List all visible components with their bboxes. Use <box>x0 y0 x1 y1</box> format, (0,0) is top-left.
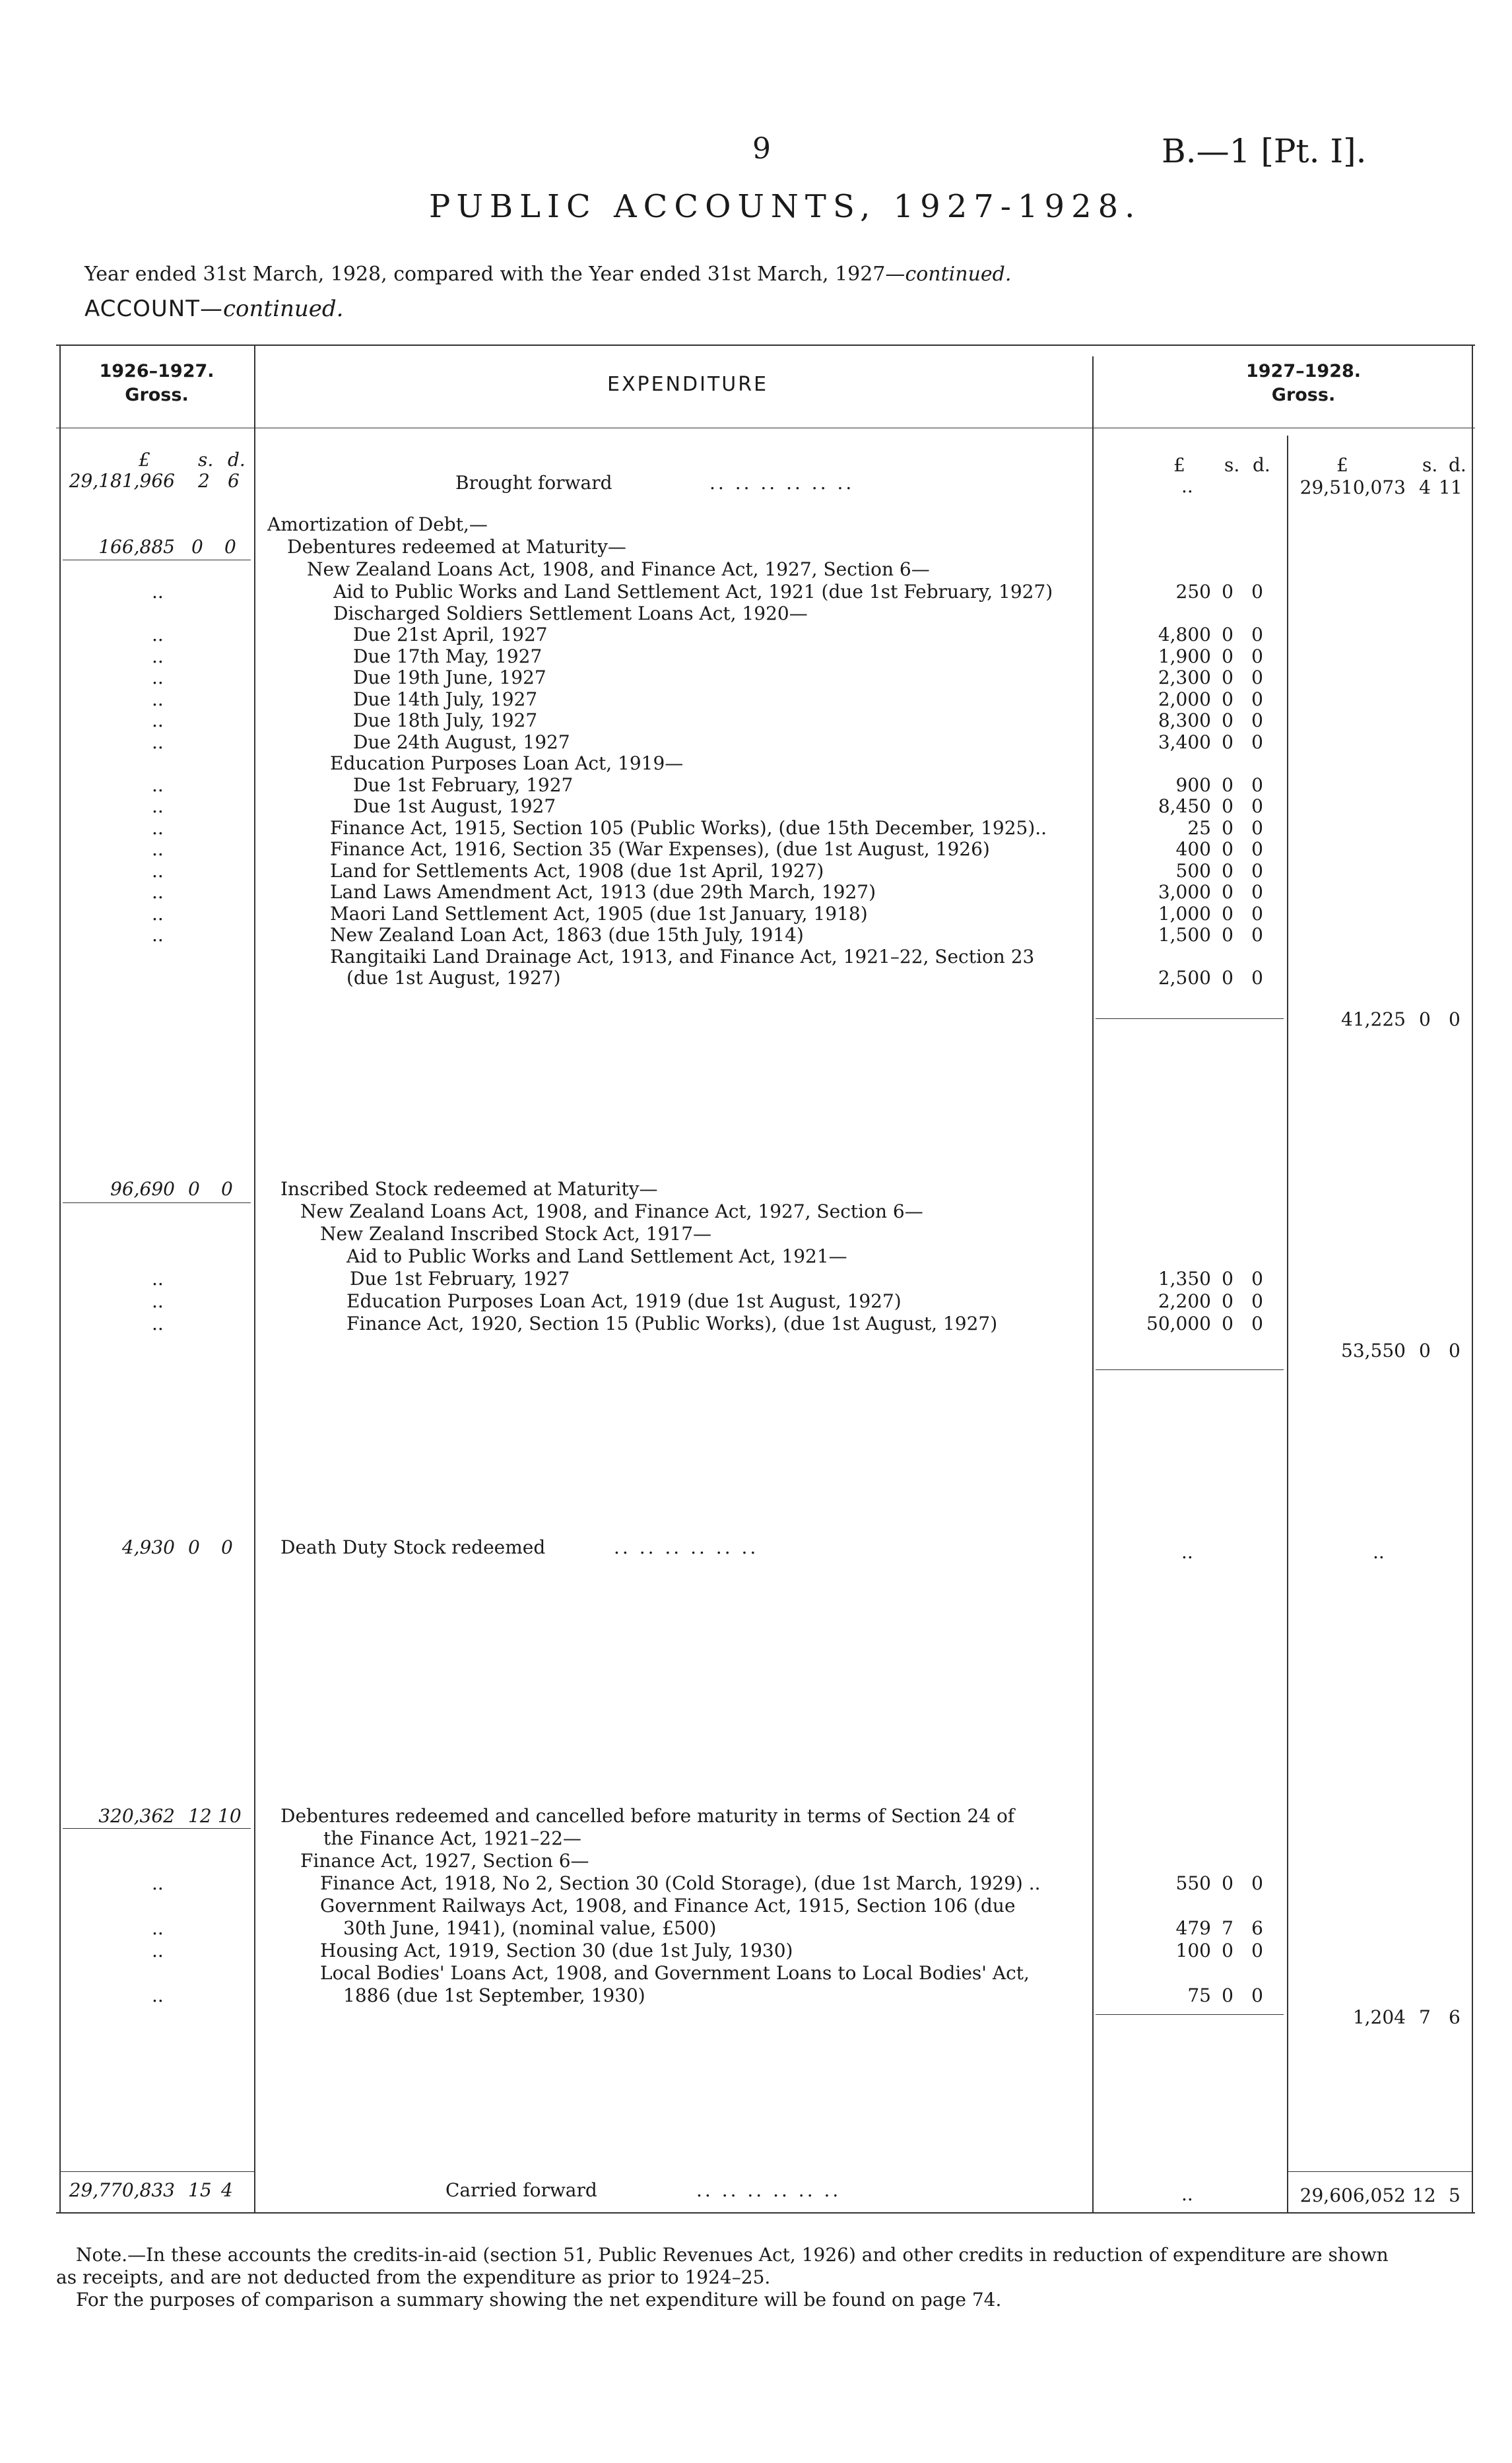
mid-shillings: 0 <box>1222 688 1233 710</box>
row-description: Finance Act, 1915, Section 105 (Public Works), (due 15th December, 1925).. <box>330 817 1047 839</box>
mid-shillings: 0 <box>1222 709 1233 731</box>
left-amount: .. <box>152 1290 164 1312</box>
left-shillings: 0 <box>191 536 203 558</box>
mid-pounds: 1,500 <box>1158 924 1211 946</box>
row-description: Finance Act, 1927, Section 6— <box>300 1850 589 1872</box>
mid-pounds: 1,350 <box>1158 1268 1211 1290</box>
row-description: Due 17th May, 1927 <box>353 645 542 667</box>
row-description: Death Duty Stock redeemed <box>280 1536 546 1558</box>
row-description: Finance Act, 1916, Section 35 (War Expenses), (due 1st August, 1926) <box>330 838 990 860</box>
mid-amount: .. <box>1181 475 1193 497</box>
left-amount: .. <box>152 1985 164 2006</box>
mid-shillings: 0 <box>1222 795 1233 817</box>
left-amount: .. <box>152 624 164 645</box>
row-description: Amortization of Debt,— <box>267 513 488 535</box>
mid-pounds: 3,400 <box>1158 731 1211 753</box>
table-left-border <box>59 345 61 2212</box>
left-shillings: 15 <box>188 2179 212 2201</box>
left-pence: 10 <box>218 1805 242 1827</box>
right-pound-unit: £ <box>1336 454 1348 476</box>
account-heading <box>84 296 343 322</box>
left-shillings: 0 <box>188 1536 200 1558</box>
row-description: Government Railways Act, 1908, and Finance Act, 1915, Section 106 (due <box>320 1895 1016 1917</box>
row-description: 1886 (due 1st September, 1930) <box>343 1985 645 2006</box>
left-pounds: 96,690 <box>110 1178 175 1200</box>
mid-pounds: 8,450 <box>1158 795 1211 817</box>
mid-shillings: 0 <box>1222 1268 1233 1290</box>
row-description: Land for Settlements Act, 1908 (due 1st April, 1927) <box>330 860 824 882</box>
page-number: 9 <box>752 132 771 166</box>
mid-pence: 0 <box>1251 731 1263 753</box>
left-amount: .. <box>152 881 164 903</box>
row-description: Education Purposes Loan Act, 1919— <box>330 752 684 774</box>
mid-pounds: 50,000 <box>1146 1313 1211 1334</box>
mid-pounds: 250 <box>1175 581 1211 603</box>
mid-shillings: 0 <box>1222 731 1233 753</box>
mid-pounds: 2,000 <box>1158 688 1211 710</box>
mid-pounds: 2,300 <box>1158 667 1211 688</box>
left-amount: .. <box>152 1313 164 1334</box>
left-pence: 0 <box>221 1178 233 1200</box>
mid-shillings: 0 <box>1222 903 1233 925</box>
row-description: Brought forward <box>455 472 612 494</box>
right-pence: 5 <box>1449 2184 1461 2206</box>
row-description: Due 19th June, 1927 <box>353 667 546 688</box>
right-pounds: 1,204 <box>1352 2006 1406 2028</box>
right-pence: 0 <box>1449 1340 1461 1362</box>
left-amount: .. <box>152 817 164 839</box>
mid-pence: 0 <box>1251 667 1263 688</box>
page-title: PUBLIC ACCOUNTS, 1927-1928. <box>429 188 1142 225</box>
mid-pence: 0 <box>1251 967 1263 989</box>
right-year: 1927–1928. <box>1245 361 1362 381</box>
mid-pounds: 4,800 <box>1158 624 1211 645</box>
left-amount: .. <box>152 1268 164 1290</box>
mid-pence: 0 <box>1251 709 1263 731</box>
right-column-divider <box>1287 436 1288 2212</box>
right-pounds: 41,225 <box>1341 1008 1406 1030</box>
table-right-border <box>1472 345 1473 2212</box>
left-subtotal-rule <box>63 1828 251 1829</box>
row-description: Finance Act, 1920, Section 15 (Public Works), (due 1st August, 1927) <box>346 1313 998 1334</box>
left-pounds: 29,181,966 <box>69 470 175 492</box>
left-shillings: 0 <box>188 1178 200 1200</box>
left-gross: Gross. <box>125 385 189 405</box>
table-top-rule <box>56 345 1475 346</box>
mid-shillings: 0 <box>1222 1290 1233 1312</box>
mid-shilling-unit: s. <box>1224 454 1240 476</box>
mid-pence: 0 <box>1251 1940 1263 1961</box>
left-amount: .. <box>152 645 164 667</box>
row-description: Inscribed Stock redeemed at Maturity— <box>280 1178 658 1200</box>
left-amount: .. <box>152 1940 164 1961</box>
table-bottom-rule <box>56 2212 1475 2214</box>
account-text: ACCOUNT— <box>84 296 223 322</box>
row-description: Debentures redeemed at Maturity— <box>287 536 626 558</box>
right-pence: 11 <box>1439 476 1463 498</box>
mid-shillings: 0 <box>1222 581 1233 603</box>
right-pence: 0 <box>1449 1008 1461 1030</box>
left-pence: 0 <box>224 536 236 558</box>
mid-subtotal-rule <box>1096 2014 1284 2015</box>
left-amount: .. <box>152 860 164 882</box>
row-description: Due 18th July, 1927 <box>353 709 538 731</box>
mid-pence: 0 <box>1251 645 1263 667</box>
right-shillings: 0 <box>1419 1008 1431 1030</box>
mid-pence: 0 <box>1251 624 1263 645</box>
mid-pound-unit: £ <box>1173 454 1185 476</box>
account-continued: continued. <box>223 296 344 322</box>
left-pence: 0 <box>221 1536 233 1558</box>
row-description: New Zealand Loans Act, 1908, and Finance Act, 1927, Section 6— <box>300 1200 923 1222</box>
left-total-rule <box>59 2171 254 2172</box>
left-amount: .. <box>152 795 164 817</box>
mid-pence: 0 <box>1251 817 1263 839</box>
row-description: New Zealand Inscribed Stock Act, 1917— <box>320 1223 712 1245</box>
row-description: Aid to Public Works and Land Settlement Act, 1921— <box>346 1245 847 1267</box>
mid-pounds: 500 <box>1175 860 1211 882</box>
row-description: Rangitaiki Land Drainage Act, 1913, and Finance Act, 1921–22, Section 23 <box>330 946 1035 968</box>
mid-pounds: 1,000 <box>1158 903 1211 925</box>
right-shillings: 12 <box>1412 2184 1436 2206</box>
mid-pence-unit: d. <box>1253 454 1270 476</box>
row-description: Due 24th August, 1927 <box>353 731 570 753</box>
left-amount: .. <box>152 581 164 603</box>
mid-pence: 0 <box>1251 1872 1263 1894</box>
right-shillings: 4 <box>1419 476 1431 498</box>
row-description: Discharged Soldiers Settlement Loans Act, 1920— <box>333 603 808 624</box>
mid-pounds: 550 <box>1175 1872 1211 1894</box>
row-description: (due 1st August, 1927) <box>346 967 561 989</box>
right-shillings: 7 <box>1419 2006 1431 2028</box>
left-column-divider <box>254 345 255 2212</box>
mid-pence: 0 <box>1251 1268 1263 1290</box>
mid-shillings: 0 <box>1222 1985 1233 2006</box>
mid-shillings: 0 <box>1222 881 1233 903</box>
left-year-header <box>63 360 251 407</box>
left-shilling-unit: s. <box>198 449 214 471</box>
mid-pounds: 2,200 <box>1158 1290 1211 1312</box>
expenditure-header: EXPENDITURE <box>607 373 769 396</box>
mid-shillings: 0 <box>1222 667 1233 688</box>
row-description: Due 1st February, 1927 <box>353 774 574 796</box>
right-pounds: 29,510,073 <box>1299 476 1406 498</box>
mid-pence: 0 <box>1251 903 1263 925</box>
mid-pounds: 2,500 <box>1158 967 1211 989</box>
right-shillings: 0 <box>1419 1340 1431 1362</box>
mid-pence: 0 <box>1251 860 1263 882</box>
row-description: Due 21st April, 1927 <box>353 624 548 645</box>
left-shillings: 2 <box>198 470 210 492</box>
mid-amount: .. <box>1181 1541 1193 1563</box>
mid-subtotal-rule <box>1096 1369 1284 1370</box>
row-description: Education Purposes Loan Act, 1919 (due 1st August, 1927) <box>346 1290 902 1312</box>
mid-shillings: 7 <box>1222 1917 1233 1939</box>
mid-shillings: 0 <box>1222 838 1233 860</box>
mid-shillings: 0 <box>1222 924 1233 946</box>
row-description: Debentures redeemed and cancelled before maturity in terms of Section 24 of <box>280 1805 1015 1827</box>
row-description: Local Bodies' Loans Act, 1908, and Government Loans to Local Bodies' Act, <box>320 1962 1030 1984</box>
leader-dots: .. .. .. .. .. .. <box>696 2179 841 2201</box>
mid-shillings: 0 <box>1222 1313 1233 1334</box>
leader-dots: .. .. .. .. .. .. <box>614 1536 759 1558</box>
mid-shillings: 0 <box>1222 774 1233 796</box>
mid-pounds: 900 <box>1175 774 1211 796</box>
mid-shillings: 0 <box>1222 1940 1233 1961</box>
mid-amount: .. <box>1181 2183 1193 2205</box>
left-amount: .. <box>152 838 164 860</box>
row-description: Land Laws Amendment Act, 1913 (due 29th March, 1927) <box>330 881 876 903</box>
mid-pounds: 100 <box>1175 1940 1211 1961</box>
mid-pence: 0 <box>1251 581 1263 603</box>
mid-pence: 0 <box>1251 774 1263 796</box>
row-description: 30th June, 1941), (nominal value, £500) <box>343 1917 717 1939</box>
right-year-header <box>1188 360 1419 407</box>
mid-pence: 0 <box>1251 1985 1263 2006</box>
left-pounds: 4,930 <box>121 1536 175 1558</box>
footnote-line-3: For the purposes of comparison a summary showing the net expenditure will be found on page 74. <box>76 2289 1002 2311</box>
footnote-line-2: as receipts, and are not deducted from the expenditure as prior to 1924–25. <box>56 2266 771 2288</box>
mid-shillings: 0 <box>1222 817 1233 839</box>
right-gross: Gross. <box>1271 385 1336 405</box>
mid-shillings: 0 <box>1222 860 1233 882</box>
right-pence-unit: d. <box>1449 454 1466 476</box>
row-description: New Zealand Loan Act, 1863 (due 15th July, 1914) <box>330 924 804 946</box>
left-pounds: 166,885 <box>98 536 175 558</box>
mid-pence: 6 <box>1251 1917 1263 1939</box>
mid-shillings: 0 <box>1222 624 1233 645</box>
left-pound-unit: £ <box>139 449 150 471</box>
left-subtotal-rule <box>63 1202 251 1203</box>
subtitle-text: Year ended 31st March, 1928, compared with the Year ended 31st March, 1927— <box>84 263 905 286</box>
mid-pounds: 3,000 <box>1158 881 1211 903</box>
mid-pounds: 25 <box>1187 817 1211 839</box>
document-reference: B.—1 [Pt. I]. <box>1162 132 1367 170</box>
mid-shillings: 0 <box>1222 967 1233 989</box>
left-year: 1926–1927. <box>99 361 214 381</box>
leader-dots: .. .. .. .. .. .. <box>709 472 855 494</box>
left-amount: .. <box>152 903 164 925</box>
subtitle-continued: continued. <box>905 263 1012 286</box>
mid-pence: 0 <box>1251 688 1263 710</box>
row-description: Aid to Public Works and Land Settlement Act, 1921 (due 1st February, 1927) <box>333 581 1053 603</box>
mid-pence: 0 <box>1251 1290 1263 1312</box>
row-description: Housing Act, 1919, Section 30 (due 1st July, 1930) <box>320 1940 793 1961</box>
row-description: Carried forward <box>445 2179 597 2201</box>
mid-pounds: 479 <box>1175 1917 1211 1939</box>
middle-column-divider <box>1092 356 1094 2212</box>
left-amount: .. <box>152 667 164 688</box>
row-description: the Finance Act, 1921–22— <box>323 1827 581 1849</box>
left-amount: .. <box>152 774 164 796</box>
left-pence-unit: d. <box>228 449 246 471</box>
right-pounds: 29,606,052 <box>1299 2184 1406 2206</box>
mid-pence: 0 <box>1251 795 1263 817</box>
mid-pounds: 400 <box>1175 838 1211 860</box>
mid-pence: 0 <box>1251 881 1263 903</box>
row-description: New Zealand Loans Act, 1908, and Finance Act, 1927, Section 6— <box>307 558 930 580</box>
row-description: Due 14th July, 1927 <box>353 688 538 710</box>
mid-pence: 0 <box>1251 924 1263 946</box>
left-pence: 6 <box>228 470 240 492</box>
left-amount: .. <box>152 688 164 710</box>
row-description: Due 1st August, 1927 <box>353 795 556 817</box>
left-amount: .. <box>152 709 164 731</box>
right-amount: .. <box>1373 1541 1385 1563</box>
right-shilling-unit: s. <box>1422 454 1438 476</box>
left-amount: .. <box>152 1917 164 1939</box>
mid-pounds: 75 <box>1187 1985 1211 2006</box>
mid-shillings: 0 <box>1222 1872 1233 1894</box>
mid-pounds: 1,900 <box>1158 645 1211 667</box>
left-shillings: 12 <box>188 1805 212 1827</box>
mid-subtotal-rule <box>1096 1018 1284 1019</box>
left-pounds: 29,770,833 <box>69 2179 175 2201</box>
right-pence: 6 <box>1449 2006 1461 2028</box>
right-total-rule <box>1287 2171 1473 2172</box>
footnote-line-1: Note.—In these accounts the credits-in-aid (section 51, Public Revenues Act, 1926) and other credits in reduction of expenditure are shown <box>76 2244 1389 2266</box>
left-amount: .. <box>152 731 164 753</box>
left-amount: .. <box>152 924 164 946</box>
row-description: Due 1st February, 1927 <box>350 1268 570 1290</box>
row-description: Maori Land Settlement Act, 1905 (due 1st January, 1918) <box>330 903 868 925</box>
mid-pence: 0 <box>1251 838 1263 860</box>
right-pounds: 53,550 <box>1341 1340 1406 1362</box>
mid-pence: 0 <box>1251 1313 1263 1334</box>
left-amount: .. <box>152 1872 164 1894</box>
row-description: Finance Act, 1918, No 2, Section 30 (Cold Storage), (due 1st March, 1929) .. <box>320 1872 1041 1894</box>
mid-pounds: 8,300 <box>1158 709 1211 731</box>
left-pounds: 320,362 <box>98 1805 175 1827</box>
left-pence: 4 <box>221 2179 233 2201</box>
page-subtitle <box>84 263 1011 286</box>
mid-shillings: 0 <box>1222 645 1233 667</box>
